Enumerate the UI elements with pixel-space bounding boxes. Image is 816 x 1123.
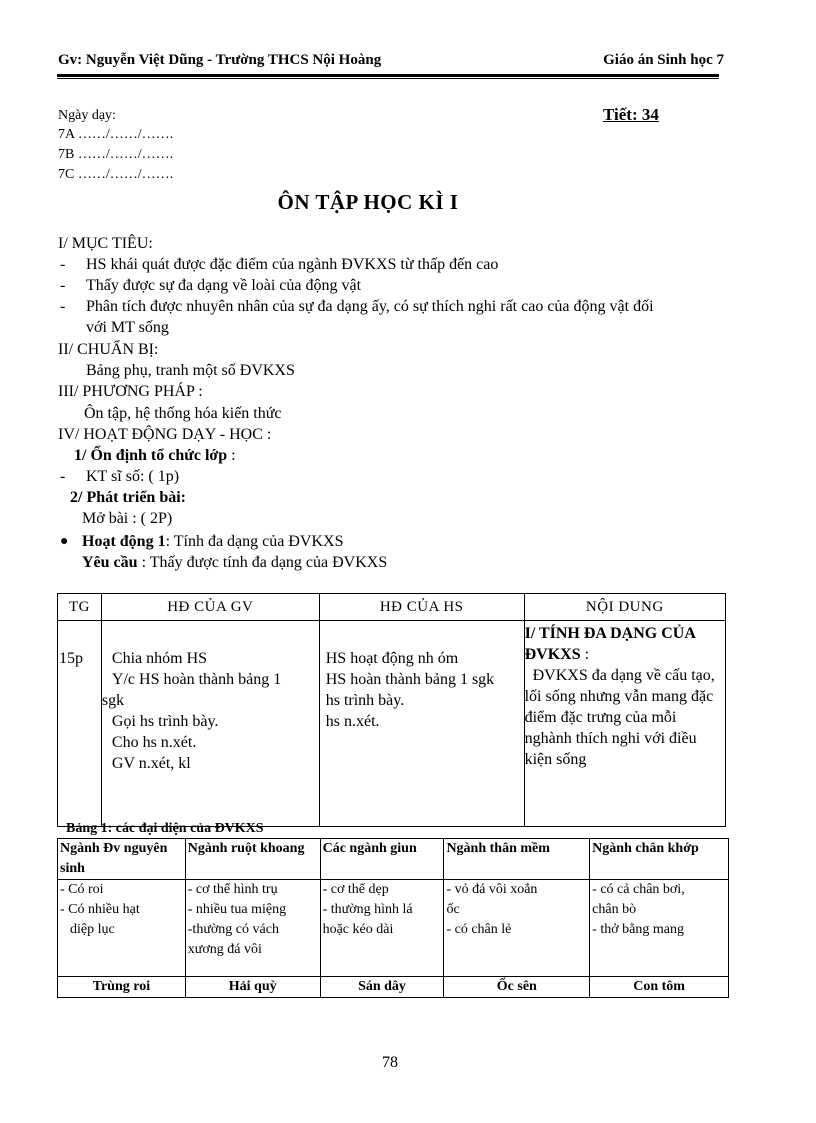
trait-line: - có cả chân bơi, (592, 882, 685, 897)
method-colon: : (198, 383, 203, 400)
trait-line: - Có nhiều hạt (60, 902, 140, 917)
example-mollusca: Ốc sên (444, 977, 590, 998)
requirement-text: : Thấy được tính đa dạng của ĐVKXS (141, 554, 388, 571)
activity-table-header (58, 594, 726, 621)
dash-bullet: - (60, 298, 66, 315)
step2-heading: 2/ Phát triển bài: (70, 489, 186, 506)
activity-table (57, 593, 726, 827)
traits-arthropoda (590, 880, 729, 977)
dash-bullet: - (60, 277, 66, 294)
dash-bullet: - (60, 256, 66, 273)
col-header-tg: TG (58, 594, 102, 621)
method-text: Ôn tập, hệ thống hóa kiến thức (84, 405, 282, 422)
trait-line: - cơ thể dẹp (322, 882, 389, 897)
traits-coelenterata (185, 880, 320, 977)
table-row (58, 621, 726, 827)
content-text: ĐVKXS đa dạng về cấu tạo, lối sống nhưng vẫn mang đặc điểm đặc trưng của mỗi nghành thích nghi với điều kiện sống (524, 667, 715, 768)
dash-bullet: - (60, 468, 66, 485)
date-label: Ngày dạy: (58, 108, 116, 123)
representatives-header (58, 839, 729, 880)
objective-text: với MT sống (86, 319, 169, 336)
header-subject: Giáo án Sinh học 7 (603, 52, 724, 68)
activity1-label: Hoạt động 1 (82, 533, 166, 550)
cell-student (319, 621, 524, 827)
trait-line: - cơ thể hình trụ (187, 882, 278, 897)
activity-heading (58, 424, 271, 445)
col-header-gv: HĐ CỦA GV (101, 594, 319, 621)
objectives-heading: I/ MỤC TIÊU: (58, 235, 153, 252)
prep-heading: II/ CHUẨN BỊ: (58, 341, 159, 358)
objective-text: Thấy được sự đa dạng về loài của động vật (86, 277, 362, 294)
class-date-7a: 7A ……/……/……. (58, 127, 174, 142)
intro-text: Mở bài : ( 2P) (82, 510, 173, 527)
header-coelenterata: Ngành ruột khoang (185, 839, 320, 880)
trait-line: -thường có vách (187, 922, 279, 937)
trait-line: chân bò (592, 902, 637, 917)
cell-content (524, 621, 725, 827)
teacher-step: Gọi hs trình bày. (111, 713, 219, 730)
trait-line: - có chân lẻ (446, 922, 512, 937)
examples-row (58, 977, 729, 998)
page-title: ÔN TẬP HỌC KÌ I (277, 190, 459, 214)
trait-line: - thường hình lá (322, 902, 413, 917)
example-arthropoda: Con tôm (590, 977, 729, 998)
trait-line: - nhiều tua miệng (187, 902, 287, 917)
header-mollusca: Ngành thân mềm (444, 839, 590, 880)
teacher-step: sgk (101, 692, 125, 709)
objective-text: Phân tích được nhuyên nhân của sự đa dạng ấy, có sự thích nghi rất cao của động vật đối (86, 298, 654, 315)
representatives-table (57, 838, 729, 998)
content-heading-text: I/ TÍNH ĐA DẠNG CỦA ĐVKXS (524, 625, 695, 663)
requirement-label: Yêu cầu (82, 554, 138, 571)
teacher-step: Y/c HS hoàn thành bảng 1 (111, 671, 282, 688)
col-header-hs: HĐ CỦA HS (319, 594, 524, 621)
trait-line: - vỏ đá vôi xoắn (446, 882, 538, 897)
step1-heading (74, 445, 236, 466)
cell-time (58, 621, 102, 827)
header-arthropoda: Ngành chân khớp (590, 839, 729, 880)
header-divider (57, 74, 719, 79)
header-protozoa: Ngành Đv nguyên sinh (58, 839, 186, 880)
example-worms: Sán dây (320, 977, 444, 998)
step1-item-text: KT sĩ số: ( 1p) (86, 468, 180, 485)
header-author: Gv: Nguyễn Việt Dũng - Trường THCS Nội Hoàng (58, 52, 382, 68)
step1-colon: : (231, 447, 236, 464)
trait-line: xương đá vôi (187, 942, 262, 957)
bullet-dot: ● (60, 534, 69, 549)
trait-line: ốc (446, 902, 460, 917)
activity1-text: : Tính đa dạng của ĐVKXS (165, 533, 344, 550)
trait-line: - thở bằng mang (592, 922, 684, 937)
cell-teacher (101, 621, 319, 827)
requirement-line (82, 552, 387, 573)
objective-text: HS khái quát được đặc điểm của ngành ĐVKXS từ thấp đến cao (86, 256, 499, 273)
content-colon: : (584, 646, 590, 663)
example-protozoa: Trùng roi (58, 977, 186, 998)
teacher-step: GV n.xét, kl (111, 755, 191, 772)
class-date-7c: 7C ……/……/……. (58, 167, 174, 182)
traits-mollusca (444, 880, 590, 977)
student-step: HS hoàn thành bảng 1 sgk (325, 671, 495, 688)
student-step: hs n.xét. (325, 713, 380, 730)
trait-line: diệp lục (70, 922, 115, 937)
prep-text: Bảng phụ, tranh một số ĐVKXS (86, 362, 295, 379)
student-step: HS hoạt động nh óm (325, 650, 459, 667)
trait-line: hoặc kéo dài (322, 922, 394, 937)
method-heading-text: III/ PHƯƠNG PHÁP (58, 383, 195, 400)
teacher-step: Cho hs n.xét. (111, 734, 197, 751)
traits-worms (320, 880, 444, 977)
teacher-step: Chia nhóm HS (111, 650, 208, 667)
activity-colon: : (266, 426, 272, 443)
trait-line: - Có roi (60, 882, 104, 897)
page-number: 78 (382, 1054, 398, 1071)
activity-heading-text: IV/ HOẠT ĐỘNG DẠY - HỌC (58, 426, 263, 443)
content-heading (525, 623, 725, 665)
step1-heading-text: 1/ Ổn định tổ chức lớp (74, 447, 228, 464)
example-coelenterata: Hải quỳ (185, 977, 320, 998)
method-heading (58, 381, 203, 402)
table2-caption: Bảng 1: các đại diện của ĐVKXS (66, 821, 264, 836)
class-date-7b: 7B ……/……/……. (58, 147, 174, 162)
col-header-content: NỘI DUNG (524, 594, 725, 621)
time-value: 15p (59, 650, 83, 667)
table-row (58, 880, 729, 977)
traits-protozoa (58, 880, 186, 977)
header-worms: Các ngành giun (320, 839, 444, 880)
lesson-number: Tiết: 34 (603, 105, 659, 124)
student-step: hs trình bày. (325, 692, 405, 709)
